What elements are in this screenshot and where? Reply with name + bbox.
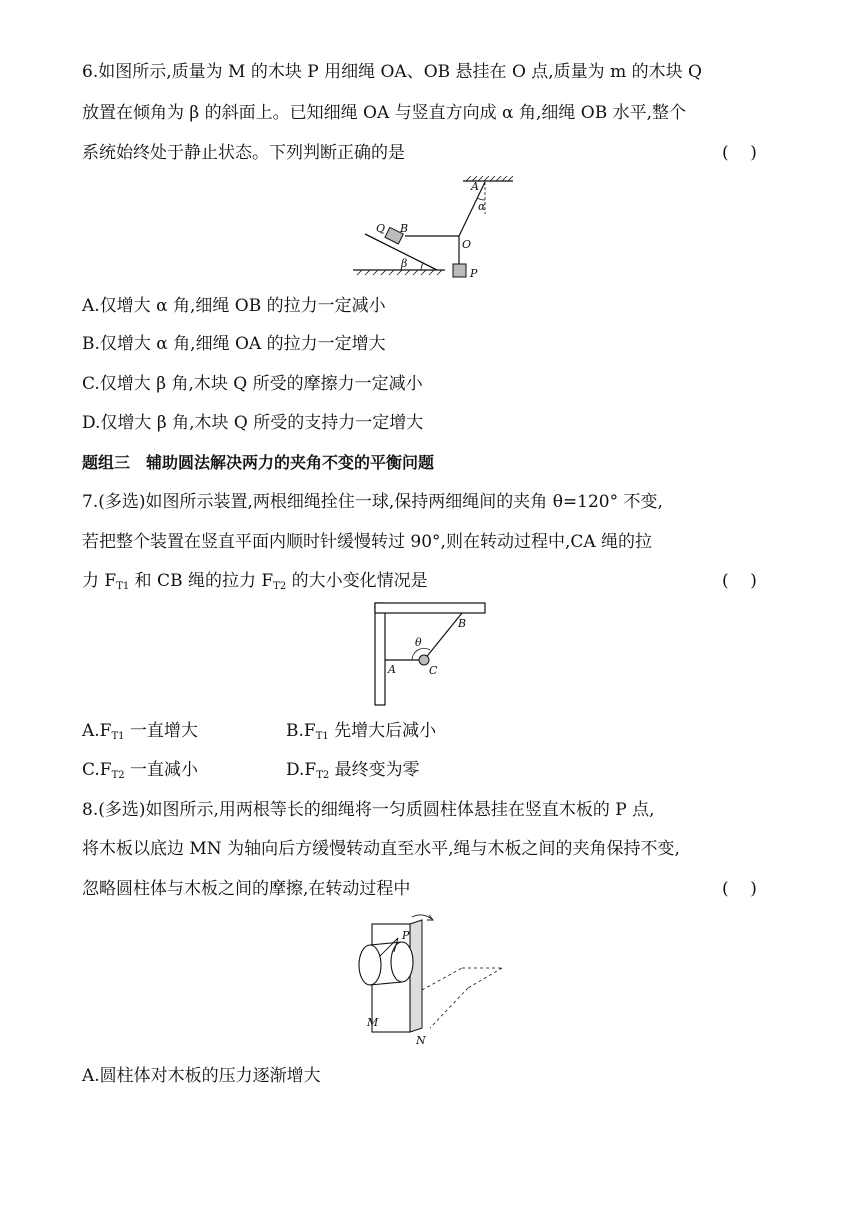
q6-answer-paren: ( ) (722, 143, 757, 163)
q6-option-b: B.仅增大 α 角,细绳 OA 的拉力一定增大 (82, 334, 386, 354)
q7-stem-line1: 7.(多选)如图所示装置,两根细绳拴住一球,保持两细绳间的夹角 θ=120° 不变, (82, 492, 663, 512)
q7-option-c: $C.F_{T2}$ 一直减小 (82, 760, 199, 781)
q6-option-d: D.仅增大 β 角,木块 Q 所受的支持力一定增大 (82, 413, 424, 433)
q7-option-b: $B.F_{T1}$ 先增大后减小 (286, 721, 437, 742)
q8-label-P: P (402, 929, 410, 942)
q8-stem-line1: 8.(多选)如图所示,用两根等长的细绳将一匀质圆柱体悬挂在竖直木板的 P 点, (82, 800, 655, 820)
q7-label-A: A (388, 663, 396, 676)
q6-stem-line3: 系统始终处于静止状态。下列判断正确的是 (82, 143, 405, 163)
q8-figure (350, 908, 510, 1048)
q6-option-a: A.仅增大 α 角,细绳 OB 的拉力一定减小 (82, 296, 386, 316)
q8-label-N: N (416, 1034, 426, 1047)
q7-stem-line2: 若把整个装置在竖直平面内顺时针缓慢转过 90°,则在转动过程中,CA 绳的拉 (82, 532, 653, 552)
q6-figure (345, 172, 520, 282)
q6-label-Q: Q (376, 222, 386, 235)
q8-answer-paren: ( ) (722, 879, 757, 899)
q6-label-O: O (462, 238, 472, 251)
q8-label-M: M (367, 1016, 379, 1029)
q6-label-beta: β (401, 257, 408, 270)
q7-option-a: $A.F_{T1}$ 一直增大 (82, 721, 198, 742)
q6-option-c: C.仅增大 β 角,木块 Q 所受的摩擦力一定减小 (82, 374, 423, 394)
q6-label-B: B (400, 222, 409, 235)
q8-stem-line3: 忽略圆柱体与木板之间的摩擦,在转动过程中 (82, 879, 411, 899)
q7-answer-paren: ( ) (722, 571, 757, 591)
q8-option-a: A.圆柱体对木板的压力逐渐增大 (82, 1066, 321, 1086)
q7-stem-line3: 力 $F_{T1}$ 和 CB 绳的拉力 $F_{T2}$ 的大小变化情况是 (82, 571, 428, 592)
section-heading: 题组三 辅助圆法解决两力的夹角不变的平衡问题 (82, 453, 435, 472)
q7-label-B: B (458, 617, 467, 630)
q6-label-alpha: α (478, 200, 486, 213)
q8-stem-line2: 将木板以底边 MN 为轴向后方缓慢转动直至水平,绳与木板之间的夹角保持不变, (82, 839, 680, 859)
q6-stem-line1: 6.如图所示,质量为 M 的木块 P 用细绳 OA、OB 悬挂在 O 点,质量为 m 的木块 Q (82, 62, 702, 82)
q7-label-C: C (429, 664, 438, 677)
q6-label-A: A (471, 180, 479, 193)
q6-stem-line2: 放置在倾角为 β 的斜面上。已知细绳 OA 与竖直方向成 α 角,细绳 OB 水平,整个 (82, 103, 686, 123)
q6-label-P: P (470, 267, 478, 280)
q7-figure (372, 600, 490, 708)
q7-label-theta: θ (415, 636, 422, 649)
q7-option-d: $D.F_{T2}$ 最终变为零 (286, 760, 420, 781)
